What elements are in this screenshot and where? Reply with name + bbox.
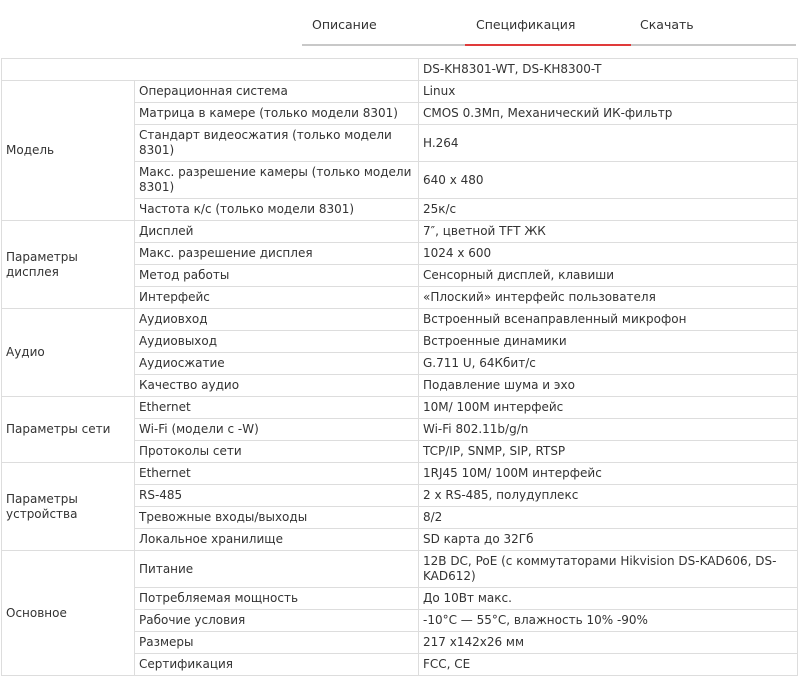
value-cell: 640 x 480 xyxy=(419,162,798,199)
value-cell: 8/2 xyxy=(419,507,798,529)
param-cell: Рабочие условия xyxy=(135,610,419,632)
param-cell: Макс. разрешение дисплея xyxy=(135,243,419,265)
table-row xyxy=(2,551,798,588)
param-cell: Протоколы сети xyxy=(135,441,419,463)
param-cell: Питание xyxy=(135,551,419,588)
value-cell: 1024 x 600 xyxy=(419,243,798,265)
value-cell: Сенсорный дисплей, клавиши xyxy=(419,265,798,287)
value-cell: «Плоский» интерфейс пользователя xyxy=(419,287,798,309)
param-cell: Локальное хранилище xyxy=(135,529,419,551)
param-cell: Операционная система xyxy=(135,81,419,103)
param-cell: Аудиосжатие xyxy=(135,353,419,375)
tab-description[interactable]: Описание xyxy=(312,17,377,32)
value-cell: H.264 xyxy=(419,125,798,162)
category-cell: Параметры сети xyxy=(2,397,135,463)
table-row xyxy=(2,309,798,331)
value-cell: G.711 U, 64Кбит/с xyxy=(419,353,798,375)
value-cell: 10M/ 100M интерфейс xyxy=(419,397,798,419)
header-empty-cell xyxy=(2,59,419,81)
value-cell: Встроенные динамики xyxy=(419,331,798,353)
category-cell: Параметры дисплея xyxy=(2,221,135,309)
category-cell: Аудио xyxy=(2,309,135,397)
header-model-cell: DS-KH8301-WT, DS-KH8300-T xyxy=(419,59,798,81)
value-cell: SD карта до 32Гб xyxy=(419,529,798,551)
active-tab-indicator xyxy=(465,44,631,46)
value-cell: FCC, CE xyxy=(419,654,798,676)
param-cell: Ethernet xyxy=(135,463,419,485)
table-row xyxy=(2,397,798,419)
value-cell: Wi-Fi 802.11b/g/n xyxy=(419,419,798,441)
value-cell: 25к/с xyxy=(419,199,798,221)
param-cell: Качество аудио xyxy=(135,375,419,397)
param-cell: RS-485 xyxy=(135,485,419,507)
category-cell: Основное xyxy=(2,551,135,676)
value-cell: TCP/IP, SNMP, SIP, RTSP xyxy=(419,441,798,463)
category-cell: Модель xyxy=(2,81,135,221)
value-cell: Linux xyxy=(419,81,798,103)
category-cell: Параметры устройства xyxy=(2,463,135,551)
table-row xyxy=(2,221,798,243)
table-header-row xyxy=(2,59,798,81)
value-cell: 12В DC, PoE (с коммутаторами Hikvision DS-KAD606, DS-KAD612) xyxy=(419,551,798,588)
param-cell: Макс. разрешение камеры (только модели 8301) xyxy=(135,162,419,199)
param-cell: Интерфейс xyxy=(135,287,419,309)
value-cell: Встроенный всенаправленный микрофон xyxy=(419,309,798,331)
param-cell: Wi-Fi (модели с -W) xyxy=(135,419,419,441)
spec-table xyxy=(1,58,798,676)
param-cell: Размеры xyxy=(135,632,419,654)
param-cell: Метод работы xyxy=(135,265,419,287)
value-cell: Подавление шума и эхо xyxy=(419,375,798,397)
param-cell: Матрица в камере (только модели 8301) xyxy=(135,103,419,125)
value-cell: -10°C — 55°C, влажность 10% -90% xyxy=(419,610,798,632)
param-cell: Тревожные входы/выходы xyxy=(135,507,419,529)
table-row xyxy=(2,81,798,103)
value-cell: CMOS 0.3Мп, Механический ИК-фильтр xyxy=(419,103,798,125)
tab-download[interactable]: Скачать xyxy=(640,17,694,32)
param-cell: Аудиовыход xyxy=(135,331,419,353)
param-cell: Ethernet xyxy=(135,397,419,419)
tab-bar xyxy=(302,0,796,46)
value-cell: 217 x142x26 мм xyxy=(419,632,798,654)
param-cell: Аудиовход xyxy=(135,309,419,331)
param-cell: Частота к/с (только модели 8301) xyxy=(135,199,419,221)
param-cell: Дисплей xyxy=(135,221,419,243)
value-cell: 7″, цветной TFT ЖК xyxy=(419,221,798,243)
table-row xyxy=(2,463,798,485)
value-cell: 2 x RS-485, полудуплекс xyxy=(419,485,798,507)
value-cell: До 10Вт макс. xyxy=(419,588,798,610)
tab-specification[interactable]: Спецификация xyxy=(476,17,576,32)
param-cell: Сертификация xyxy=(135,654,419,676)
param-cell: Потребляемая мощность xyxy=(135,588,419,610)
value-cell: 1RJ45 10M/ 100M интерфейс xyxy=(419,463,798,485)
param-cell: Стандарт видеосжатия (только модели 8301) xyxy=(135,125,419,162)
